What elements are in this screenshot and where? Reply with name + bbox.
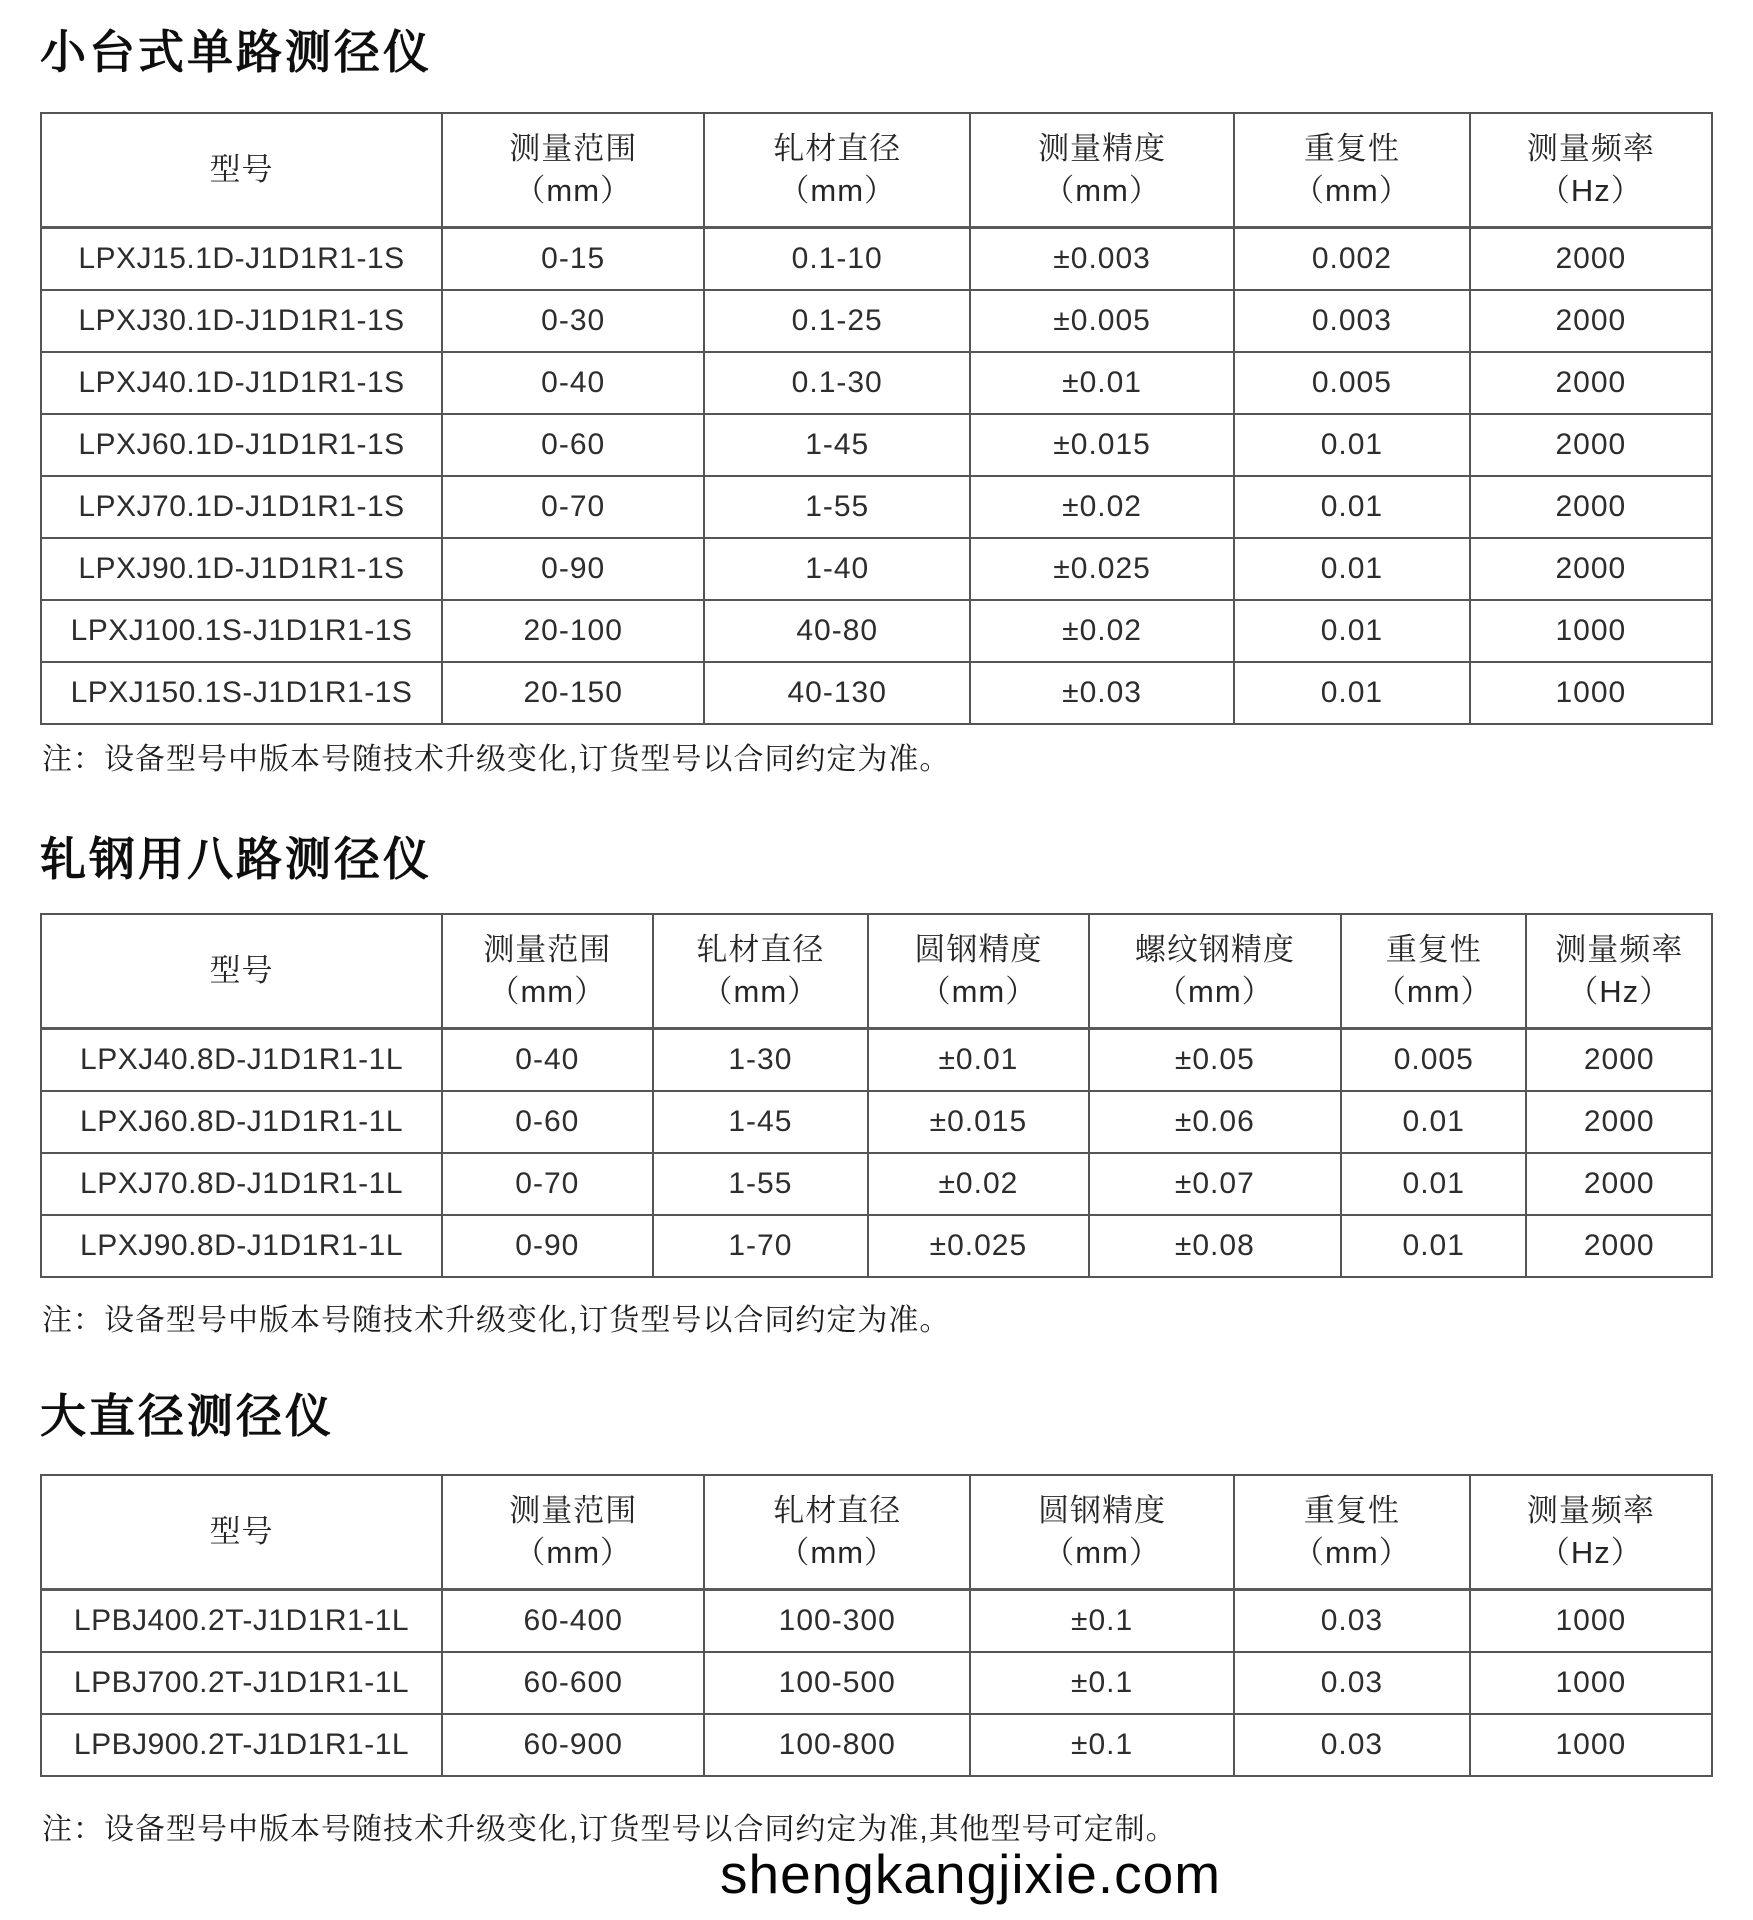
value-cell: 40-80 (704, 600, 970, 662)
model-cell: LPXJ70.1D-J1D1R1-1S (41, 476, 442, 538)
column-label: 轧材直径 (773, 131, 902, 166)
table-row (41, 414, 1712, 476)
spec-table (40, 913, 1713, 1278)
value-cell: ±0.015 (868, 1091, 1089, 1153)
value-cell: 1-40 (704, 538, 970, 600)
value-cell: 2000 (1526, 1029, 1712, 1092)
value-cell: 0.1-10 (704, 228, 970, 291)
model-cell: LPXJ15.1D-J1D1R1-1S (41, 228, 442, 291)
table-note: 注：设备型号中版本号随技术升级变化,订货型号以合同约定为准。 (42, 1304, 951, 1337)
value-cell: 0.005 (1341, 1029, 1526, 1092)
value-cell: ±0.06 (1089, 1091, 1341, 1153)
column-unit: （mm） (488, 974, 607, 1009)
value-cell: ±0.02 (868, 1153, 1089, 1215)
value-cell: ±0.01 (970, 352, 1234, 414)
column-header (442, 914, 653, 1029)
header-row (41, 113, 1712, 228)
value-cell: 100-800 (704, 1714, 970, 1776)
watermark-text: shengkangjixie.com (720, 1843, 1222, 1905)
value-cell: 1-55 (704, 476, 970, 538)
column-header (1341, 914, 1526, 1029)
value-cell: 0.01 (1234, 538, 1470, 600)
value-cell: 1-70 (653, 1215, 869, 1277)
value-cell: 0-90 (442, 538, 704, 600)
model-cell: LPXJ70.8D-J1D1R1-1L (41, 1153, 442, 1215)
table-row (41, 1153, 1712, 1215)
value-cell: 2000 (1470, 538, 1712, 600)
table-row (41, 228, 1712, 291)
value-cell: 40-130 (704, 662, 970, 724)
value-cell: 2000 (1526, 1153, 1712, 1215)
column-label: 重复性 (1303, 1493, 1400, 1528)
value-cell: 20-100 (442, 600, 704, 662)
table-row (41, 1590, 1712, 1653)
column-header (1089, 914, 1341, 1029)
column-unit: （mm） (919, 974, 1038, 1009)
table-row (41, 290, 1712, 352)
column-unit: （mm） (514, 1535, 633, 1570)
spec-section-1 (40, 26, 1713, 779)
column-label: 轧材直径 (696, 932, 825, 967)
column-unit: （mm） (1043, 173, 1161, 208)
model-cell: LPXJ100.1S-J1D1R1-1S (41, 600, 442, 662)
column-label: 轧材直径 (773, 1493, 902, 1528)
value-cell: 0.002 (1234, 228, 1470, 291)
value-cell: 1-45 (653, 1091, 869, 1153)
column-label: 圆钢精度 (914, 932, 1043, 967)
value-cell: 1-30 (653, 1029, 869, 1092)
value-cell: 0.1-25 (704, 290, 970, 352)
value-cell: 0-40 (442, 1029, 653, 1092)
column-unit: （Hz） (1538, 1535, 1643, 1570)
value-cell: 0.1-30 (704, 352, 970, 414)
value-cell: ±0.02 (970, 600, 1234, 662)
value-cell: ±0.025 (868, 1215, 1089, 1277)
value-cell: ±0.02 (970, 476, 1234, 538)
value-cell: 0-70 (442, 476, 704, 538)
section-title: 轧钢用八路测径仪 (40, 833, 432, 885)
value-cell: 0-70 (442, 1153, 653, 1215)
section-title: 大直径测径仪 (40, 1390, 334, 1442)
column-header (41, 113, 442, 228)
column-label: 螺纹钢精度 (1134, 932, 1295, 967)
table-row (41, 476, 1712, 538)
value-cell: 60-400 (442, 1590, 704, 1653)
model-cell: LPXJ90.1D-J1D1R1-1S (41, 538, 442, 600)
spec-table (40, 112, 1713, 725)
spec-section-2 (40, 833, 1713, 1340)
value-cell: 0-60 (442, 1091, 653, 1153)
value-cell: 1000 (1470, 1590, 1712, 1653)
value-cell: ±0.1 (970, 1652, 1234, 1714)
column-header (970, 1475, 1234, 1590)
column-header (41, 1475, 442, 1590)
table-row (41, 1029, 1712, 1092)
table-row (41, 352, 1712, 414)
value-cell: 2000 (1470, 228, 1712, 291)
column-label: 测量范围 (483, 932, 612, 967)
value-cell: ±0.005 (970, 290, 1234, 352)
column-header (442, 113, 704, 228)
value-cell: 0.003 (1234, 290, 1470, 352)
model-cell: LPXJ40.8D-J1D1R1-1L (41, 1029, 442, 1092)
column-unit: （mm） (778, 173, 897, 208)
spec-table (40, 1474, 1713, 1777)
value-cell: ±0.1 (970, 1714, 1234, 1776)
model-cell: LPXJ60.8D-J1D1R1-1L (41, 1091, 442, 1153)
column-header (868, 914, 1089, 1029)
value-cell: 1-45 (704, 414, 970, 476)
model-cell: LPXJ150.1S-J1D1R1-1S (41, 662, 442, 724)
model-cell: LPBJ400.2T-J1D1R1-1L (41, 1590, 442, 1653)
model-cell: LPXJ40.1D-J1D1R1-1S (41, 352, 442, 414)
model-cell: LPXJ90.8D-J1D1R1-1L (41, 1215, 442, 1277)
column-unit: （mm） (1043, 1535, 1161, 1570)
value-cell: ±0.1 (970, 1590, 1234, 1653)
value-cell: 0-15 (442, 228, 704, 291)
value-cell: 2000 (1470, 414, 1712, 476)
column-unit: （mm） (1293, 1535, 1411, 1570)
column-header (41, 914, 442, 1029)
value-cell: 100-500 (704, 1652, 970, 1714)
value-cell: ±0.07 (1089, 1153, 1341, 1215)
value-cell: 0.005 (1234, 352, 1470, 414)
column-label: 测量频率 (1555, 932, 1684, 967)
model-cell: LPBJ700.2T-J1D1R1-1L (41, 1652, 442, 1714)
spec-section-3 (40, 1390, 1713, 1849)
value-cell: 0-90 (442, 1215, 653, 1277)
column-header (653, 914, 869, 1029)
column-header (1234, 113, 1470, 228)
value-cell: ±0.01 (868, 1029, 1089, 1092)
column-unit: （mm） (701, 974, 820, 1009)
column-label: 圆钢精度 (1038, 1493, 1167, 1528)
table-row (41, 1714, 1712, 1776)
table-row (41, 1652, 1712, 1714)
value-cell: 0.01 (1341, 1215, 1526, 1277)
value-cell: 60-900 (442, 1714, 704, 1776)
value-cell: 0-30 (442, 290, 704, 352)
value-cell: ±0.08 (1089, 1215, 1341, 1277)
page (0, 26, 1753, 1849)
table-row (41, 538, 1712, 600)
value-cell: 1000 (1470, 1652, 1712, 1714)
header-row (41, 914, 1712, 1029)
column-label: 测量精度 (1038, 131, 1167, 166)
value-cell: 0.03 (1234, 1714, 1470, 1776)
value-cell: 0.01 (1234, 600, 1470, 662)
value-cell: 0-40 (442, 352, 704, 414)
value-cell: 2000 (1526, 1091, 1712, 1153)
value-cell: 1000 (1470, 1714, 1712, 1776)
value-cell: 0.01 (1234, 662, 1470, 724)
value-cell: ±0.015 (970, 414, 1234, 476)
value-cell: 1000 (1470, 600, 1712, 662)
column-label: 测量频率 (1526, 131, 1655, 166)
value-cell: ±0.003 (970, 228, 1234, 291)
value-cell: 1000 (1470, 662, 1712, 724)
value-cell: 0.01 (1341, 1153, 1526, 1215)
table-row (41, 600, 1712, 662)
value-cell: 100-300 (704, 1590, 970, 1653)
value-cell: 0.01 (1341, 1091, 1526, 1153)
column-header (704, 1475, 970, 1590)
value-cell: 20-150 (442, 662, 704, 724)
column-label: 测量范围 (509, 131, 638, 166)
value-cell: 0-60 (442, 414, 704, 476)
value-cell: 2000 (1470, 352, 1712, 414)
value-cell: 2000 (1526, 1215, 1712, 1277)
table-row (41, 662, 1712, 724)
column-label: 重复性 (1385, 932, 1482, 967)
value-cell: 0.03 (1234, 1652, 1470, 1714)
header-row (41, 1475, 1712, 1590)
column-label: 测量频率 (1526, 1493, 1655, 1528)
column-label: 型号 (209, 152, 274, 187)
column-label: 测量范围 (509, 1493, 638, 1528)
value-cell: 2000 (1470, 290, 1712, 352)
column-unit: （mm） (1293, 173, 1411, 208)
value-cell: ±0.03 (970, 662, 1234, 724)
column-label: 型号 (209, 953, 274, 988)
column-unit: （Hz） (1567, 974, 1672, 1009)
column-header (1470, 1475, 1712, 1590)
table-row (41, 1091, 1712, 1153)
model-cell: LPBJ900.2T-J1D1R1-1L (41, 1714, 442, 1776)
model-cell: LPXJ60.1D-J1D1R1-1S (41, 414, 442, 476)
column-unit: （mm） (1374, 974, 1493, 1009)
column-label: 重复性 (1303, 131, 1400, 166)
value-cell: 1-55 (653, 1153, 869, 1215)
value-cell: 60-600 (442, 1652, 704, 1714)
table-row (41, 1215, 1712, 1277)
column-header (970, 113, 1234, 228)
value-cell: ±0.05 (1089, 1029, 1341, 1092)
column-header (442, 1475, 704, 1590)
section-title: 小台式单路测径仪 (40, 26, 432, 78)
column-unit: （mm） (514, 173, 633, 208)
column-header (1470, 113, 1712, 228)
value-cell: 2000 (1470, 476, 1712, 538)
column-unit: （mm） (778, 1535, 897, 1570)
value-cell: 0.03 (1234, 1590, 1470, 1653)
model-cell: LPXJ30.1D-J1D1R1-1S (41, 290, 442, 352)
table-note: 注：设备型号中版本号随技术升级变化,订货型号以合同约定为准,其他型号可定制。 (42, 1813, 1177, 1846)
column-unit: （Hz） (1538, 173, 1643, 208)
table-note: 注：设备型号中版本号随技术升级变化,订货型号以合同约定为准。 (42, 743, 951, 776)
value-cell: 0.01 (1234, 476, 1470, 538)
column-header (1526, 914, 1712, 1029)
value-cell: ±0.025 (970, 538, 1234, 600)
column-header (704, 113, 970, 228)
column-label: 型号 (209, 1514, 274, 1549)
column-header (1234, 1475, 1470, 1590)
column-unit: （mm） (1156, 974, 1274, 1009)
value-cell: 0.01 (1234, 414, 1470, 476)
